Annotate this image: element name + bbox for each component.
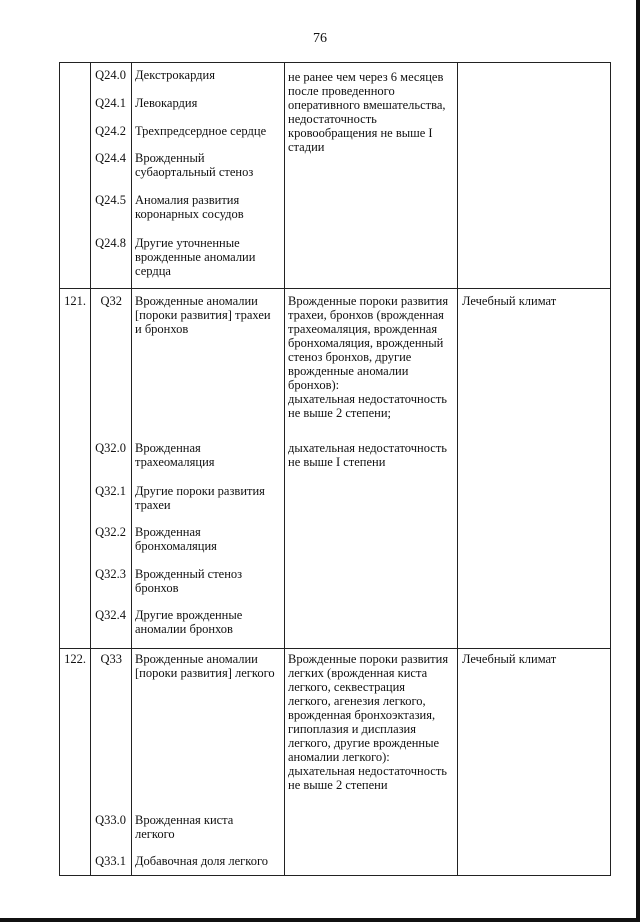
condition-text: Врожденные пороки развития легких (врожденная киста легкого, секвестрация легкого, агенезия легкого, врожденная бронхоэктазия, гипоплазия и дисплазия легкого, другие врожденные аномалии легкого): дыхательная недостаточность не выше 2 степени xyxy=(288,652,449,792)
code-cell: Q32.3 xyxy=(95,567,126,581)
row-divider-122 xyxy=(60,648,610,649)
code-cell: Q32.0 xyxy=(95,441,126,455)
diagnosis-name: Добавочная доля легкого xyxy=(135,854,269,868)
diagnosis-name: Врожденный субаортальный стеноз xyxy=(135,151,254,179)
column-divider-code xyxy=(131,63,132,875)
diagnosis-table xyxy=(59,62,611,876)
diagnosis-name: Врожденный стеноз бронхов xyxy=(135,567,243,595)
row-divider-121 xyxy=(60,288,610,289)
diagnosis-name: Врожденная киста легкого xyxy=(135,813,234,841)
row-number: 122. xyxy=(64,652,86,666)
code-cell: Q33.1 xyxy=(95,854,126,868)
column-divider-name xyxy=(284,63,285,875)
code-cell: Q32.2 xyxy=(95,525,126,539)
code-cell: Q33.0 xyxy=(95,813,126,827)
diagnosis-name: Аномалия развития коронарных сосудов xyxy=(135,193,244,221)
diagnosis-name: Врожденные аномалии [пороки развития] трахеи и бронхов xyxy=(135,294,271,336)
diagnosis-name: Другие пороки развития трахеи xyxy=(135,484,265,512)
row-number: 121. xyxy=(64,294,86,308)
diagnosis-name: Врожденные аномалии [пороки развития] легкого xyxy=(135,652,275,680)
diagnosis-name: Врожденная трахеомаляция xyxy=(135,441,215,469)
scan-edge-right xyxy=(636,0,640,922)
code-cell: Q32.1 xyxy=(95,484,126,498)
condition-text: Врожденные пороки развития трахеи, бронхов (врожденная трахеомаляция, врожденная бронхомаляция, врожденный стеноз бронхов, другие врожденные аномалии бронхов): дыхательная недостаточность не выше 2 степени; xyxy=(288,294,449,420)
diagnosis-name: Трехпредсердное сердце xyxy=(135,124,267,138)
code-cell: Q24.4 xyxy=(95,151,126,165)
condition-text: не ранее чем через 6 месяцев после проведенного оперативного вмешательства, недостаточность кровообращения не выше I стадии xyxy=(288,70,446,154)
code-cell: Q24.1 xyxy=(95,96,126,110)
code-cell: Q24.0 xyxy=(95,68,126,82)
column-divider-number xyxy=(90,63,91,875)
diagnosis-name: Врожденная бронхомаляция xyxy=(135,525,217,553)
code-cell: Q32 xyxy=(100,294,122,308)
diagnosis-name: Декстрокардия xyxy=(135,68,215,82)
code-cell: Q24.5 xyxy=(95,193,126,207)
diagnosis-name: Левокардия xyxy=(135,96,198,110)
condition-text: дыхательная недостаточность не выше I степени xyxy=(288,441,447,469)
scan-edge-bottom xyxy=(0,918,640,922)
code-cell: Q33 xyxy=(100,652,122,666)
code-cell: Q32.4 xyxy=(95,608,126,622)
climate-text: Лечебный климат xyxy=(462,294,557,308)
page-number: 76 xyxy=(313,31,327,46)
climate-text: Лечебный климат xyxy=(462,652,557,666)
code-cell: Q24.8 xyxy=(95,236,126,250)
diagnosis-name: Другие уточненные врожденные аномалии сердца xyxy=(135,236,256,278)
code-cell: Q24.2 xyxy=(95,124,126,138)
diagnosis-name: Другие врожденные аномалии бронхов xyxy=(135,608,243,636)
column-divider-condition xyxy=(457,63,458,875)
